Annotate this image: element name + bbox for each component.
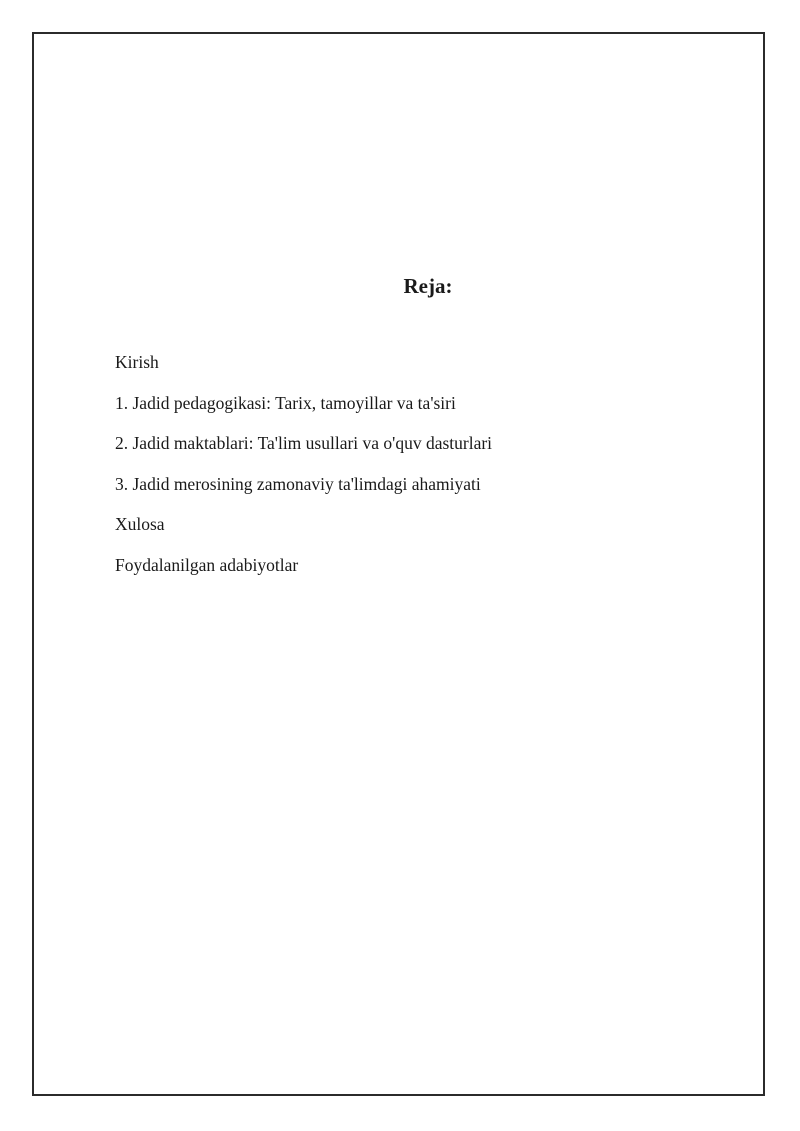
plan-item-conclusion: Xulosa	[115, 514, 165, 534]
plan-item-introduction: Kirish	[115, 352, 159, 372]
plan-item-chapter-3: 3. Jadid merosining zamonaviy ta'limdagi ahamiyati	[115, 473, 481, 494]
plan-list	[115, 350, 492, 593]
page-title: Reja:	[403, 274, 453, 298]
plan-item-chapter-1: 1. Jadid pedagogikasi: Tarix, tamoyillar va ta'siri	[115, 392, 456, 413]
plan-item-chapter-2: 2. Jadid maktablari: Ta'lim usullari va o'quv dasturlari	[115, 433, 493, 453]
plan-item-references: Foydalanilgan adabiyotlar	[115, 554, 299, 575]
